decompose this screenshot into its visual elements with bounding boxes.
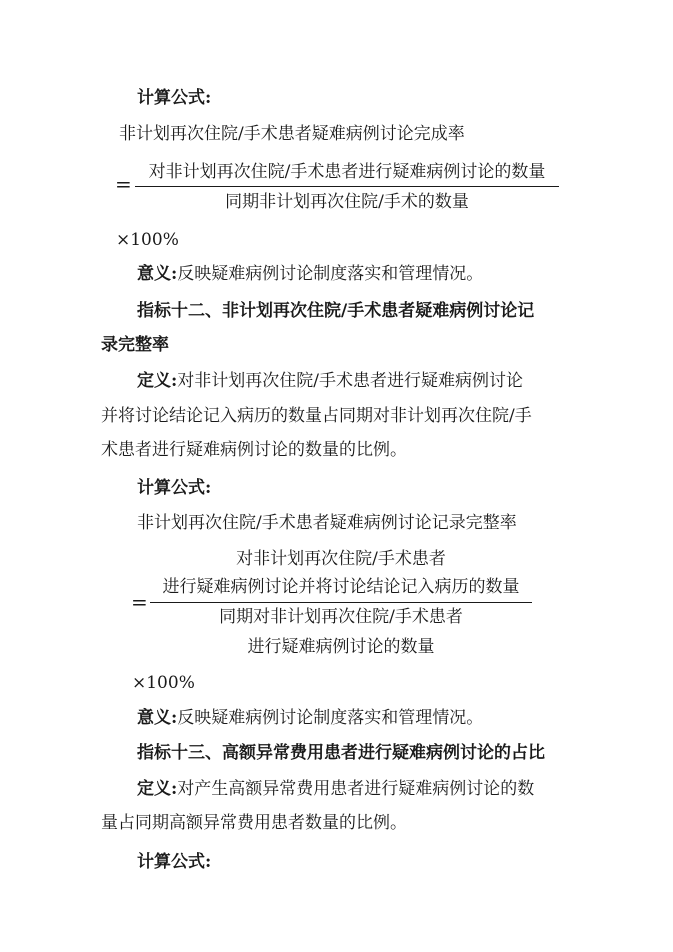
indicator-heading: 指标十二、非计划再次住院/手术患者疑难病例讨论记 <box>137 301 535 321</box>
meaning-text: 反映疑难病例讨论制度落实和管理情况。 <box>177 264 484 284</box>
fraction-denominator: 同期非计划再次住院/手术的数量 <box>225 192 469 212</box>
definition-line-2: 并将讨论结论记入病历的数量占同期对非计划再次住院/手 <box>101 406 532 426</box>
fraction-bar <box>135 186 559 187</box>
definition-label: 定义: <box>137 371 178 391</box>
fraction-bar <box>150 602 532 603</box>
formula-label-text: 计算公式: <box>137 852 212 872</box>
definition-text: 对非计划再次住院/手术患者进行疑难病例讨论 <box>177 371 524 391</box>
meaning-line <box>137 707 483 729</box>
definition-text: 对产生高额异常费用患者进行疑难病例讨论的数 <box>177 779 535 799</box>
indicator-heading: 指标十三、高额异常费用患者进行疑难病例讨论的占比 <box>137 743 545 763</box>
indicator-heading-cont: 录完整率 <box>101 335 169 355</box>
fraction-denominator-1: 同期对非计划再次住院/手术患者 <box>219 607 463 627</box>
meaning-label: 意义: <box>137 708 178 728</box>
meaning-line <box>137 263 483 285</box>
multiplier: ×100% <box>116 230 179 250</box>
formula-label <box>137 851 211 873</box>
definition-line-3: 术患者进行疑难病例讨论的数量的比例。 <box>101 440 407 460</box>
definition-line <box>137 778 534 800</box>
definition-line-2: 量占同期高额异常费用患者数量的比例。 <box>101 813 407 833</box>
formula-name: 非计划再次住院/手术患者疑难病例讨论完成率 <box>119 124 465 144</box>
formula-label <box>137 87 211 109</box>
definition-line <box>137 370 523 392</box>
meaning-label: 意义: <box>137 264 178 284</box>
fraction-numerator-1: 对非计划再次住院/手术患者 <box>236 549 446 569</box>
formula-label-text: 计算公式: <box>137 88 212 108</box>
formula-label-text: 计算公式: <box>137 478 212 498</box>
formula-label <box>137 477 211 499</box>
equals-sign: = <box>131 590 148 614</box>
fraction-numerator: 对非计划再次住院/手术患者进行疑难病例讨论的数量 <box>148 162 546 182</box>
formula-name: 非计划再次住院/手术患者疑难病例讨论记录完整率 <box>137 513 517 533</box>
fraction-denominator-2: 进行疑难病例讨论的数量 <box>247 637 435 657</box>
equals-sign: = <box>115 172 132 196</box>
definition-label: 定义: <box>137 779 178 799</box>
multiplier: ×100% <box>132 673 195 693</box>
fraction-numerator-2: 进行疑难病例讨论并将讨论结论记入病历的数量 <box>162 577 520 597</box>
meaning-text: 反映疑难病例讨论制度落实和管理情况。 <box>177 708 484 728</box>
